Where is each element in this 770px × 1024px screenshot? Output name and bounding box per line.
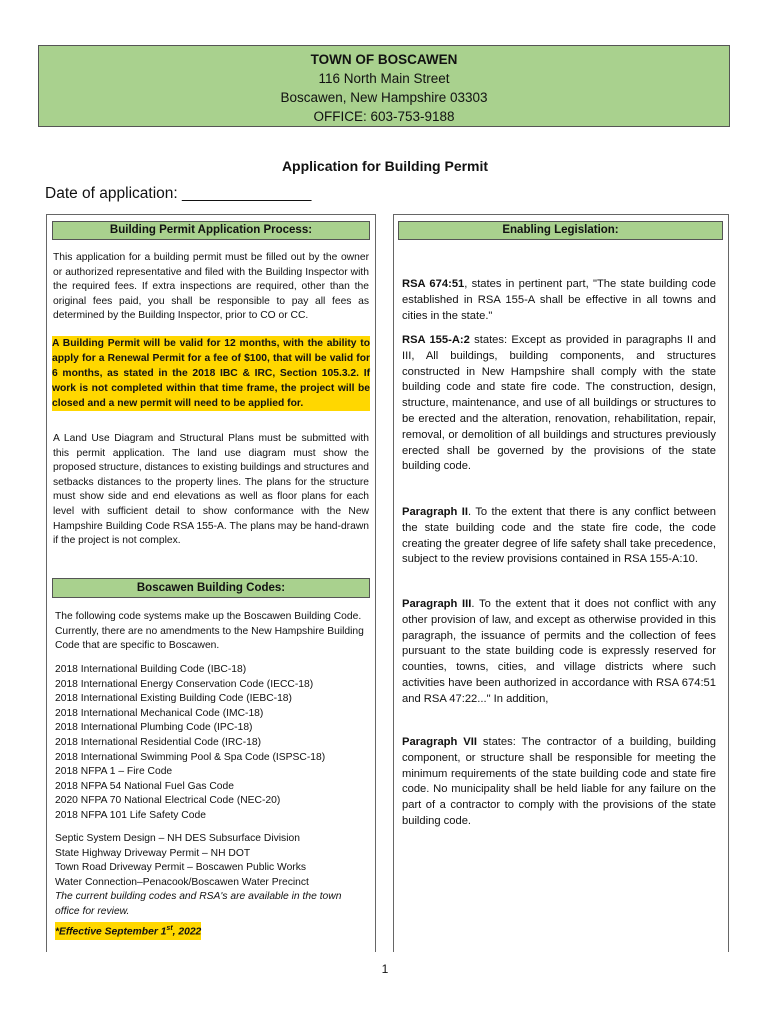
legislation-paragraph-vii — [402, 735, 716, 830]
list-item: 2018 International Residential Code (IRC-18) — [55, 736, 262, 748]
list-item: 2018 International Mechanical Code (IMC-18) — [55, 707, 264, 719]
paragraph-ii-label: Paragraph II — [402, 506, 468, 518]
legislation-rsa-155a-2 — [402, 333, 716, 475]
list-item: 2018 NFPA 101 Life Safety Code — [55, 809, 206, 821]
codes-intro: The following code systems make up the Boscawen Building Code. Currently, there are no amendments to the New Hampshire Building Code that are specific to Boscawen. — [55, 611, 364, 652]
date-of-application-field[interactable]: Date of application: _______________ — [45, 185, 312, 202]
process-heading: Building Permit Application Process: — [52, 221, 370, 240]
list-item: 2020 NFPA 70 National Electrical Code (NEC-20) — [55, 795, 281, 807]
effective-date-text: *Effective September 1 — [55, 925, 167, 937]
list-item: 2018 NFPA 1 – Fire Code — [55, 766, 173, 778]
effective-date-suffix: st — [166, 924, 173, 932]
town-street: 116 North Main Street — [318, 71, 450, 86]
list-item: 2018 International Energy Conservation Code (IECC-18) — [55, 678, 314, 690]
process-paragraph-1: This application for a building permit must be filled out by the owner or authorized representative and filed with the Building Inspector with the required fees. If extra inspections are required, other than the original fees paid, you shall be responsible to pay all fees as determined by the Building Inspector, prior to CO or CC. — [53, 252, 369, 322]
town-name: TOWN OF BOSCAWEN — [310, 52, 458, 67]
town-header — [38, 45, 730, 127]
page-number: 1 — [381, 962, 389, 976]
rsa-674-51-label: RSA 674:51 — [402, 278, 465, 290]
legislation-paragraph-iii — [402, 597, 716, 708]
list-item: State Highway Driveway Permit – NH DOT — [55, 847, 251, 859]
validity-highlight: A Building Permit will be valid for 12 months, with the ability to apply for a Renewal Permit for a fee of $100, that will be valid for 6 months, as stated in the 2018 IBC & IRC, Section 105.3.2. If work is not completed within that time frame, the project will be closed and a new permit will need to be applied for. — [52, 338, 370, 409]
codes-list — [55, 663, 370, 824]
legislation-heading: Enabling Legislation: — [398, 221, 723, 240]
paragraph-vii-label: Paragraph VII — [402, 736, 477, 748]
rsa-674-51-text: , states in pertinent part, "The state building code established in RSA 155-A shall be effective in all towns and cities in the state." — [402, 278, 716, 322]
paragraph-ii-text: . To the extent that there is any conflict between the state building code and the state fire code, the code creating the greater degree of life safety shall take precedence, subject to the review provisions contained in RSA 155-A:10. — [402, 506, 716, 566]
town-office-phone: OFFICE: 603-753-9188 — [313, 109, 455, 124]
codes-heading: Boscawen Building Codes: — [52, 578, 370, 598]
list-item: Septic System Design – NH DES Subsurface Division — [55, 833, 300, 844]
right-panel — [393, 214, 729, 952]
process-paragraph-2: A Land Use Diagram and Structural Plans must be submitted with this permit application. The land use diagram must show the proposed structure, distances to existing buildings and structures and setbacks distances to the property lines. The plans for the structure must show side and end elevations as well as floor plans for each level with sufficient detail to show conformance with the New Hampshire Building Code RSA 155-A. The plans may be hand-drawn if the project is not complex. — [53, 433, 369, 547]
paragraph-iii-label: Paragraph III — [402, 598, 472, 610]
rsa-155a-2-text: states: Except as provided in paragraphs II and III, All buildings, building components, and structures constructed in New Hampshire shall comply with the state building code and state fire code. The construction, design, structure, maintenance, and use of all buildings or structures to be erected and the alteration, renovation, rehabilitation, repair, removal, or demolition of all buildings and structures previously erected shall be governed by the provisions of the state building code. — [402, 334, 716, 473]
paragraph-iii-text: . To the extent that it does not conflict with any other provision of law, and except as otherwise provided in this paragraph, the issuance of permits and the collection of fees pursuant to the state building code is expressly reserved for counties, towns, cities, and village districts where such activities have been authorized in accordance with RSA 674:51 and RSA 47:22..." In addition, — [402, 598, 716, 705]
list-item: 2018 International Existing Building Code (IEBC-18) — [55, 693, 292, 705]
codes-availability-note: The current building codes and RSA's are available in the town office for review. — [55, 891, 342, 917]
list-item: Town Road Driveway Permit – Boscawen Public Works — [55, 862, 307, 874]
rsa-155a-2-label: RSA 155-A:2 — [402, 334, 470, 346]
list-item: 2018 International Swimming Pool & Spa Code (ISPSC-18) — [55, 751, 326, 763]
effective-date-year: , 2022 — [172, 925, 202, 937]
legislation-paragraph-ii — [402, 505, 716, 568]
town-city: Boscawen, New Hampshire 03303 — [280, 90, 488, 105]
paragraph-vii-text: states: The contractor of a building, building component, or structure shall be responsible for meeting the minimum requirements of the state building code and state fire code. No municipality shall be held liable for any failure on the part of a contractor to comply with the provisions of the state building code. — [402, 736, 717, 827]
list-item: 2018 NFPA 54 National Fuel Gas Code — [55, 780, 234, 792]
page-title: Application for Building Permit — [281, 158, 489, 174]
list-item: 2018 International Plumbing Code (IPC-18) — [55, 722, 253, 734]
legislation-rsa-674-51 — [402, 277, 716, 324]
effective-date-badge — [55, 922, 201, 940]
list-item: Water Connection–Penacook/Boscawen Water Precinct — [55, 876, 309, 888]
list-item: 2018 International Building Code (IBC-18) — [55, 664, 247, 675]
other-permits-list — [55, 832, 370, 940]
